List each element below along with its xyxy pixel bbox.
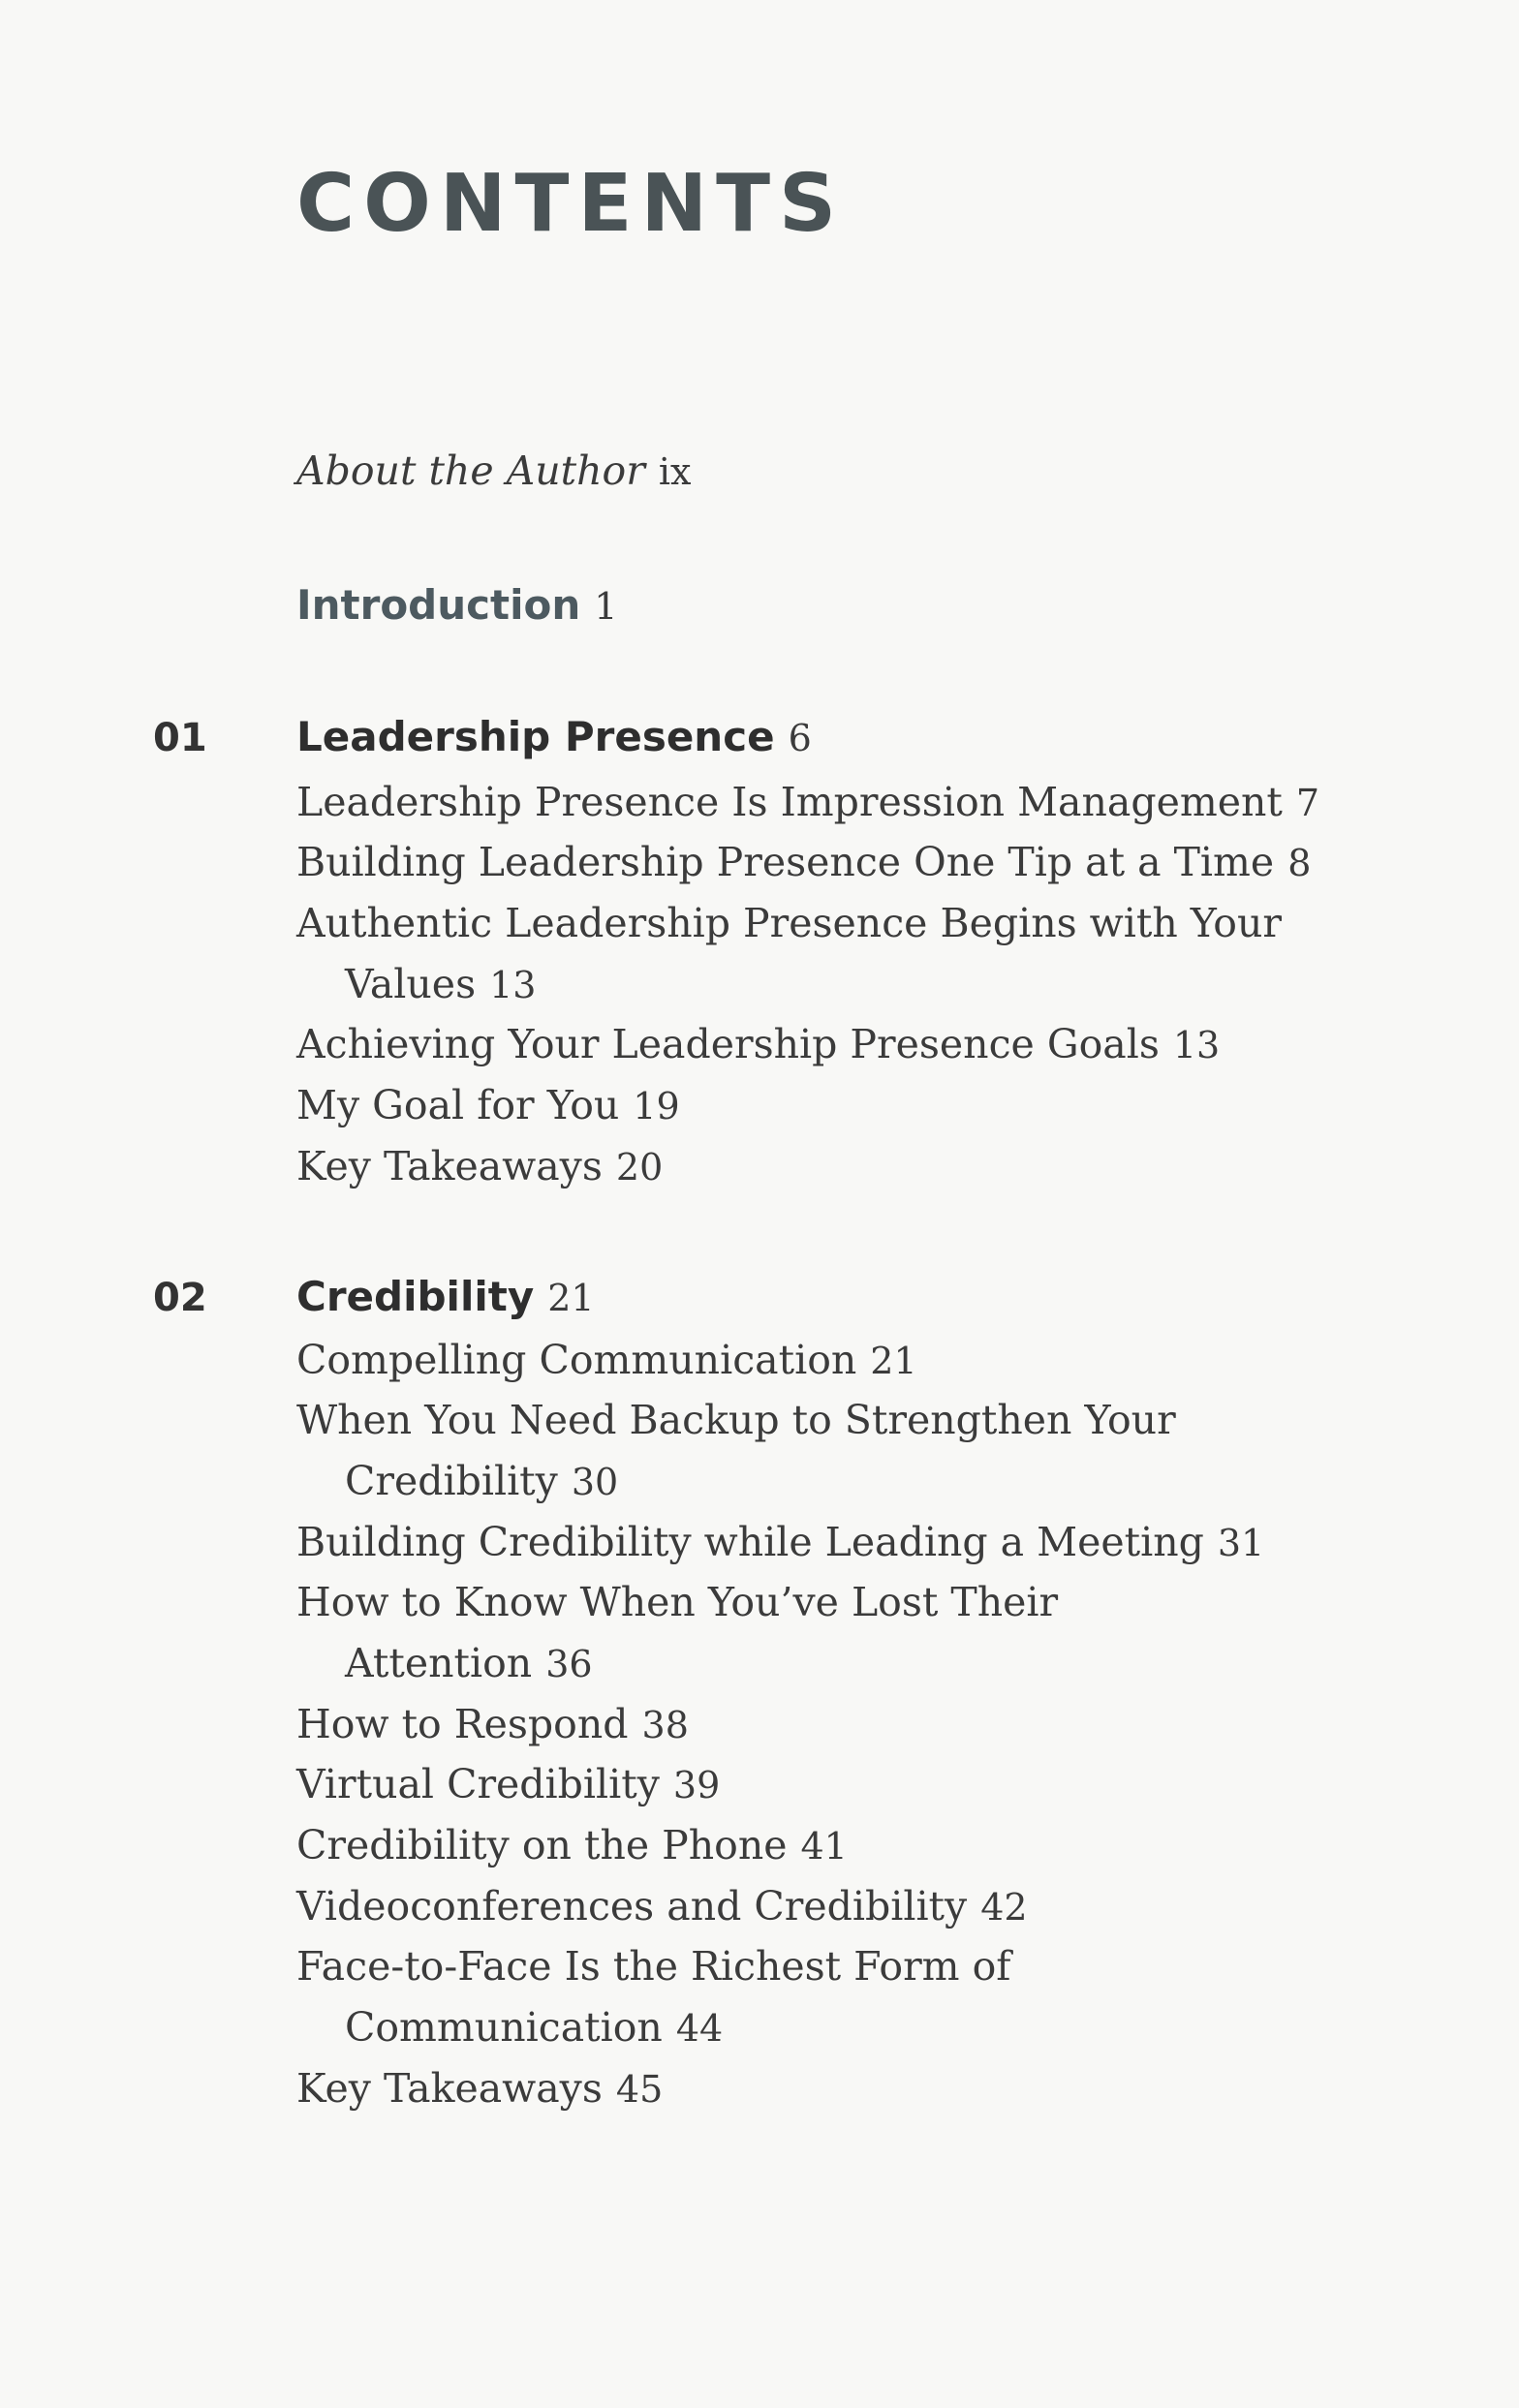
chapter-number: 01 — [153, 716, 207, 760]
toc-entry-about-author — [296, 448, 692, 494]
toc-section — [296, 1822, 848, 1868]
page-number: 44 — [675, 2007, 724, 2050]
chapter-title-label: Leadership Presence — [296, 713, 775, 760]
toc-section — [296, 1761, 721, 1807]
page-number: 21 — [870, 1340, 917, 1382]
page-number: 13 — [489, 964, 537, 1006]
page-number: 31 — [1217, 1522, 1265, 1564]
page-number: ix — [658, 450, 692, 493]
section-title: Achieving Your Leadership Presence Goals — [296, 1021, 1160, 1067]
section-title: Face-to-Face Is the Richest Form of — [296, 1943, 1011, 1990]
toc-entry-introduction — [296, 581, 618, 629]
toc-section — [296, 1337, 917, 1383]
page-number: 38 — [641, 1704, 689, 1746]
page-number: 45 — [615, 2068, 664, 2111]
page-number: 8 — [1287, 842, 1312, 884]
section-title: Compelling Communication — [296, 1337, 857, 1383]
toc-section-continued — [345, 961, 537, 1007]
toc-section — [296, 900, 1282, 946]
page-number: 42 — [980, 1886, 1028, 1929]
page-number: 39 — [672, 1764, 721, 1806]
page-number: 20 — [615, 1146, 664, 1189]
section-title: Building Credibility while Leading a Meeting — [296, 1519, 1204, 1565]
toc-section — [296, 1082, 680, 1128]
toc-section — [296, 779, 1320, 825]
page-number: 21 — [547, 1277, 595, 1319]
section-title: Leadership Presence Is Impression Management — [296, 779, 1283, 825]
section-title-continued: Communication — [345, 2004, 663, 2051]
page-title: CONTENTS — [296, 158, 846, 250]
section-title: Virtual Credibility — [296, 1761, 660, 1807]
section-title-continued: Values — [345, 961, 477, 1007]
toc-section-continued — [345, 1640, 593, 1686]
toc-section — [296, 1397, 1176, 1443]
chapter-title-label: Credibility — [296, 1273, 535, 1320]
toc-section — [296, 1143, 664, 1189]
page-number: 7 — [1295, 782, 1320, 824]
chapter-title — [296, 1273, 595, 1320]
section-title: Key Takeaways — [296, 2065, 603, 2112]
section-title-continued: Credibility — [345, 1458, 558, 1504]
section-title: My Goal for You — [296, 1082, 620, 1128]
toc-section — [296, 1883, 1028, 1929]
toc-section-continued — [345, 2004, 724, 2051]
entry-label: About the Author — [296, 448, 645, 494]
section-title: Credibility on the Phone — [296, 1822, 788, 1868]
page-number: 13 — [1172, 1024, 1221, 1066]
toc-section — [296, 839, 1312, 885]
entry-label: Introduction — [296, 581, 581, 629]
section-title: When You Need Backup to Strengthen Your — [296, 1397, 1176, 1443]
page-number: 6 — [788, 717, 812, 759]
page-number: 1 — [594, 585, 618, 628]
page-number: 41 — [800, 1825, 848, 1868]
toc-section-continued — [345, 1458, 619, 1504]
chapter-number: 02 — [153, 1276, 207, 1320]
toc-section — [296, 1579, 1059, 1625]
toc-section — [296, 1519, 1265, 1565]
toc-section — [296, 2065, 664, 2112]
toc-section — [296, 1021, 1221, 1067]
section-title: How to Respond — [296, 1701, 629, 1747]
section-title: Authentic Leadership Presence Begins with Your — [296, 900, 1282, 946]
section-title-continued: Attention — [345, 1640, 533, 1686]
toc-section — [296, 1943, 1011, 1990]
section-title: Key Takeaways — [296, 1143, 603, 1189]
section-title: How to Know When You’ve Lost Their — [296, 1579, 1059, 1625]
page-number: 19 — [633, 1085, 680, 1127]
page-number: 30 — [571, 1461, 619, 1503]
page-number: 36 — [545, 1643, 593, 1685]
chapter-title — [296, 713, 812, 760]
section-title: Building Leadership Presence One Tip at a Time — [296, 839, 1275, 885]
toc-section — [296, 1701, 689, 1747]
section-title: Videoconferences and Credibility — [296, 1883, 968, 1929]
